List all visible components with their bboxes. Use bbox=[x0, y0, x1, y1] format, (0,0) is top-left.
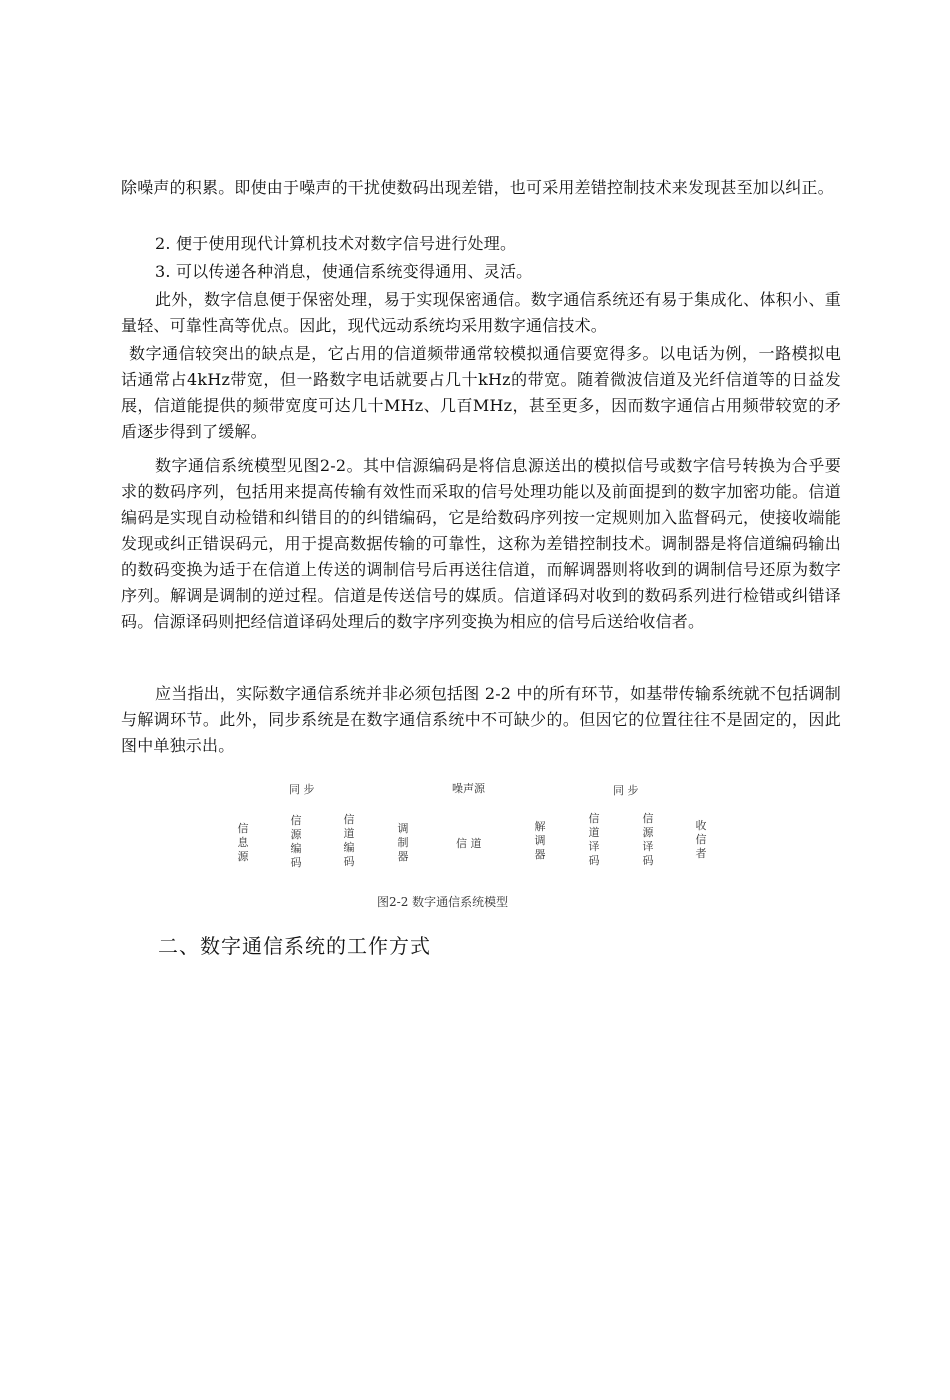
block-info-source: 信息源 bbox=[237, 822, 249, 863]
noise-source-label: 噪声源 bbox=[452, 782, 485, 795]
block-modulator: 调制器 bbox=[397, 822, 409, 863]
paragraph-note: 应当指出，实际数字通信系统并非必须包括图 2-2 中的所有环节，如基带传输系统就不包括调制与解调环节。此外，同步系统是在数字通信系统中不可缺少的。但因它的位置往往不是固定的，因此图中单独示出。 bbox=[121, 684, 841, 755]
block-source-encoder: 信源编码 bbox=[290, 814, 302, 869]
communication-system-diagram bbox=[200, 770, 740, 920]
paragraph-disadvantages: 数字通信较突出的缺点是，它占用的信道频带通常较模拟通信要宽得多。以电话为例，一路模拟电话通常占4kHz带宽，但一路数字电话就要占几十kHz的带宽。随着微波信道及光纤信道等的日益发展，信道能提供的频带宽度可达几十MHz、几百MHz，甚至更多，因而数字通信占用频带较宽的矛盾逐步得到了缓解。 bbox=[121, 344, 841, 441]
block-source-decoder: 信源译码 bbox=[642, 812, 654, 867]
sync-right-label: 同 步 bbox=[613, 784, 639, 797]
paragraph-system-model: 数字通信系统模型见图2-2。其中信源编码是将信息源送出的模拟信号或数字信号转换为合乎要求的数码序列，包括用来提高传输有效性而采取的信号处理功能以及前面提到的数字加密功能。信道编码是实现自动检错和纠错目的的纠错编码，它是给数码序列按一定规则加入监督码元，使接收端能发现或纠正错误码元，用于提高数据传输的可靠性，这称为差错控制技术。调制器是将信道编码输出的数码变换为适于在信道上传送的调制信号后再送往信道，而解调器则将收到的调制信号还原为数字序列。解调是调制的逆过程。信道是传送信号的媒质。信道译码对收到的数码系列进行检错或纠错译码。信源译码则把经信道译码处理后的数字序列变换为相应的信号后送给收信者。 bbox=[121, 456, 841, 631]
block-demodulator: 解调器 bbox=[534, 820, 546, 861]
paragraph-item-2: 2. 便于使用现代计算机技术对数字信号进行处理。 bbox=[155, 234, 517, 253]
block-receiver: 收信者 bbox=[695, 819, 707, 860]
figure-caption: 图2-2 数字通信系统模型 bbox=[377, 895, 509, 909]
paragraph-advantages: 此外，数字信息便于保密处理，易于实现保密通信。数字通信系统还有易于集成化、体积小、重量轻、可靠性高等优点。因此，现代远动系统均采用数字通信技术。 bbox=[121, 290, 841, 335]
block-channel-decoder: 信道译码 bbox=[588, 812, 600, 867]
section-heading: 二、数字通信系统的工作方式 bbox=[158, 934, 431, 958]
block-channel-encoder: 信道编码 bbox=[343, 813, 355, 868]
paragraph-item-3: 3. 可以传递各种消息，使通信系统变得通用、灵活。 bbox=[155, 262, 533, 281]
sync-left-label: 同 步 bbox=[289, 783, 315, 796]
block-channel: 信 道 bbox=[456, 837, 482, 850]
paragraph-noise-accumulation: 除噪声的积累。即使由于噪声的干扰使数码出现差错，也可采用差错控制技术来发现甚至加以纠正。 bbox=[121, 178, 834, 197]
